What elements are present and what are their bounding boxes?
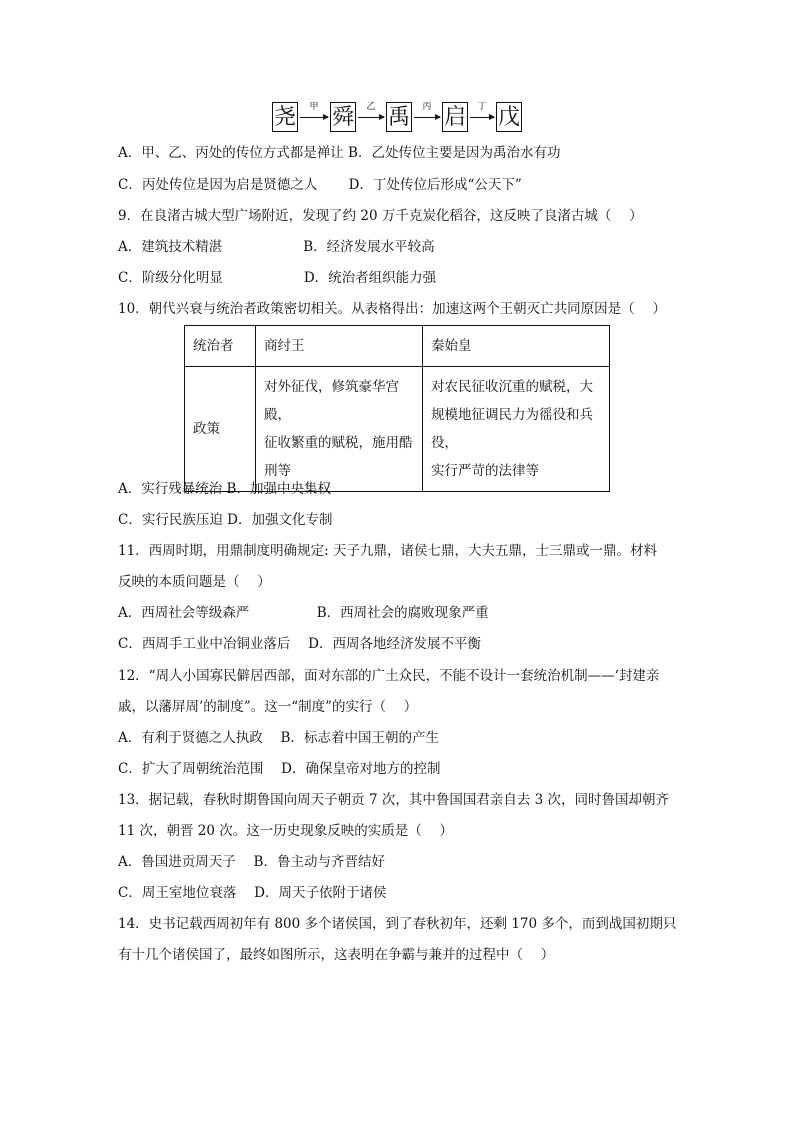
arrow-jia [300,117,328,118]
arrow-label-bing: 丙 [422,102,432,112]
question-14-line2: 有十几个诸侯国了，最终如图所示，这表明在争霸与兼并的过程中（ ） [118,947,555,963]
options-cd-q8: C．丙处传位是因为启是贤德之人 D．丁处传位后形成“公天下” [118,177,522,193]
table-cell-line: 实行严苛的法律等 [431,463,539,479]
policy-table [184,325,610,492]
table-cell-line: 规模地征调民力为徭役和兵役， [431,407,593,451]
arrow-label-yi: 乙 [366,102,376,112]
question-12-line2: 戚，以藩屏周’的制度”。这一“制度”的实行（ ） [118,699,418,715]
arrow-ding [470,117,494,118]
table-row-label: 政策 [185,367,256,492]
question-14-line1: 14．史书记载西周初年有 800 多个诸侯国，到了春秋初年，还剩 170 多个，而到战国初期只 [118,916,677,932]
box-yao: 尧 [272,102,298,132]
options-ab-q8: A．甲、乙、丙处的传位方式都是禅让 B．乙处传位主要是因为禹治水有功 [118,145,561,161]
options-ab-q13: A．鲁国进贡周天子 B．鲁主动与齐晋结好 [118,854,385,870]
arrow-label-ding: 丁 [477,102,487,112]
table-cell-line: 对农民征收沉重的赋税，大 [431,379,593,395]
box-yu: 禹 [386,102,412,132]
options-ab-q9: A．建筑技术精湛 B．经济发展水平较高 [118,239,435,255]
options-ab-q12: A．有利于贤德之人执政 B．标志着中国王朝的产生 [118,730,439,746]
table-header-qin: 秦始皇 [423,326,610,367]
arrow-bing [414,117,440,118]
options-cd-q11: C．西周手工业中冶铜业落后 D．西周各地经济发展不平衡 [118,636,481,652]
table-cell-line: 刑等 [264,463,291,479]
options-ab-q11: A．西周社会等级森严 B．西周社会的腐败现象严重 [118,605,489,621]
options-cd-q13: C．周王室地位衰落 D．周天子依附于诸侯 [118,885,387,901]
table-header-ruler: 统治者 [185,326,256,367]
table-cell-line: 对外征伐，修筑豪华宫殿， [264,379,399,423]
table-cell-zhou-policy [256,367,423,492]
arrow-yi [358,117,384,118]
options-cd-q12: C．扩大了周朝统治范围 D．确保皇帝对地方的控制 [118,761,441,777]
question-9: 9．在良渚古城大型广场附近，发现了约 20 万千克炭化稻谷，这反映了良渚古城（ ） [118,208,643,224]
question-10: 10．朝代兴衰与统治者政策密切相关。从表格得出：加速这两个王朝灭亡共同原因是（ ） [118,301,666,317]
succession-diagram [272,100,522,138]
table-header-zhou: 商纣王 [256,326,423,367]
options-ab-q10: A．实行残暴统治 B．加强中央集权 [118,481,331,497]
box-qi: 启 [442,102,468,132]
options-cd-q9: C．阶级分化明显 D．统治者组织能力强 [118,270,437,286]
options-cd-q10: C．实行民族压迫 D．加强文化专制 [118,512,333,528]
question-13-line1: 13．据记载，春秋时期鲁国向周天子朝贡 7 次，其中鲁国国君亲自去 3 次，同时鲁国却朝齐 [118,792,670,808]
question-11-line1: 11．西周时期，用鼎制度明确规定: 天子九鼎，诸侯七鼎，大夫五鼎，士三鼎或一鼎。材料 [118,543,658,559]
box-wu: 戊 [496,102,522,132]
question-11-line2: 反映的本质问题是（ ） [118,574,271,590]
arrow-label-jia: 甲 [309,102,319,112]
question-13-line2: 11 次，朝晋 20 次。这一历史现象反映的实质是（ ） [118,823,454,839]
question-12-line1: 12．“周人小国寡民僻居西部，面对东部的广土众民，不能不设计一套统治机制——‘封建亲 [118,668,660,684]
box-shun: 舜 [330,102,356,132]
table-cell-line: 征收繁重的赋税，施用酷 [264,435,413,451]
table-cell-qin-policy [423,367,610,492]
